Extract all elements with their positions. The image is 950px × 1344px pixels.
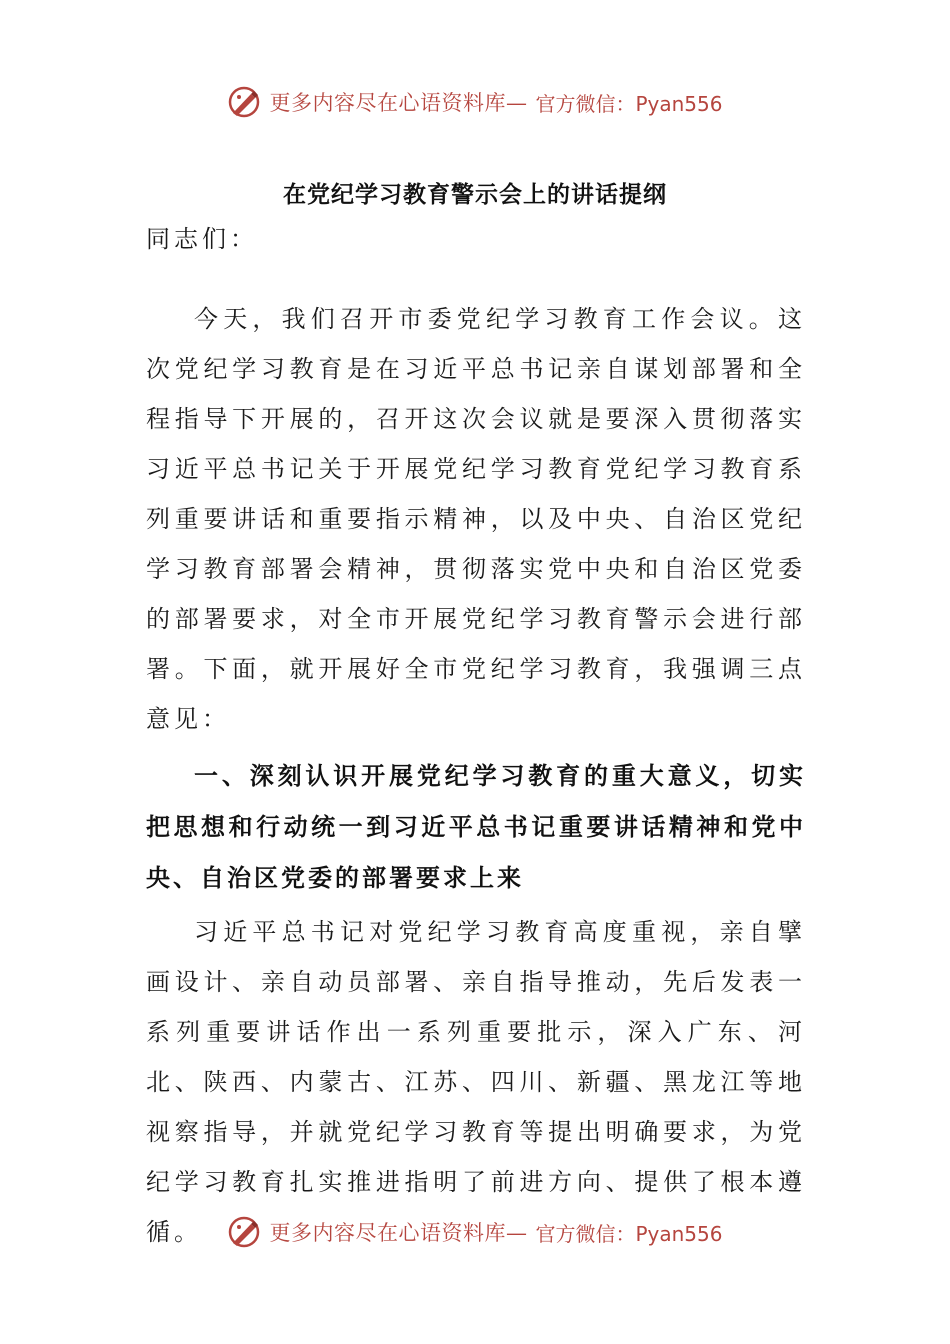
paragraph-section-1: 习近平总书记对党纪学习教育高度重视，亲自擘画设计、亲自动员部署、亲自指导推动，先后发表一系列重要讲话作出一系列重要批示，深入广东、河北、陕西、内蒙古、江苏、四川、新疆、黑龙江等地视察指导，并就党纪学习教育等提出明确要求，为党纪学习教育扎实推进指明了前进方向、提供了根本遵循。 [146, 918, 806, 1246]
banner-wechat-text: 官方微信：Pyan556 [535, 1221, 723, 1246]
banner-wechat-text: 官方微信：Pyan556 [535, 91, 723, 116]
document-title: 在党纪学习教育警示会上的讲话提纲 [283, 181, 667, 208]
footer-banner [0, 1212, 950, 1252]
pen-logo-icon [227, 85, 261, 119]
banner-brand-text: 更多内容尽在心语资料库— [269, 91, 528, 115]
header-banner [0, 82, 950, 122]
section-heading-1: 一、深刻认识开展党纪学习教育的重大意义，切实把思想和行动统一到习近平总书记重要讲话精神和党中央、自治区党委的部署要求上来 [146, 761, 806, 892]
paragraph-intro: 今天，我们召开市委党纪学习教育工作会议。这次党纪学习教育是在习近平总书记亲自谋划部署和全程指导下开展的，召开这次会议就是要深入贯彻落实习近平总书记关于开展党纪学习教育党纪学习教育系列重要讲话和重要指示精神，以及中央、自治区党纪学习教育部署会精神，贯彻落实党中央和自治区党委的部署要求，对全市开展党纪学习教育警示会进行部署。下面，就开展好全市党纪学习教育，我强调三点意见： [146, 305, 806, 733]
document-body [146, 214, 806, 1257]
banner-brand-text: 更多内容尽在心语资料库— [269, 1221, 528, 1245]
pen-logo-icon [227, 1215, 261, 1249]
salutation: 同志们： [146, 225, 258, 253]
